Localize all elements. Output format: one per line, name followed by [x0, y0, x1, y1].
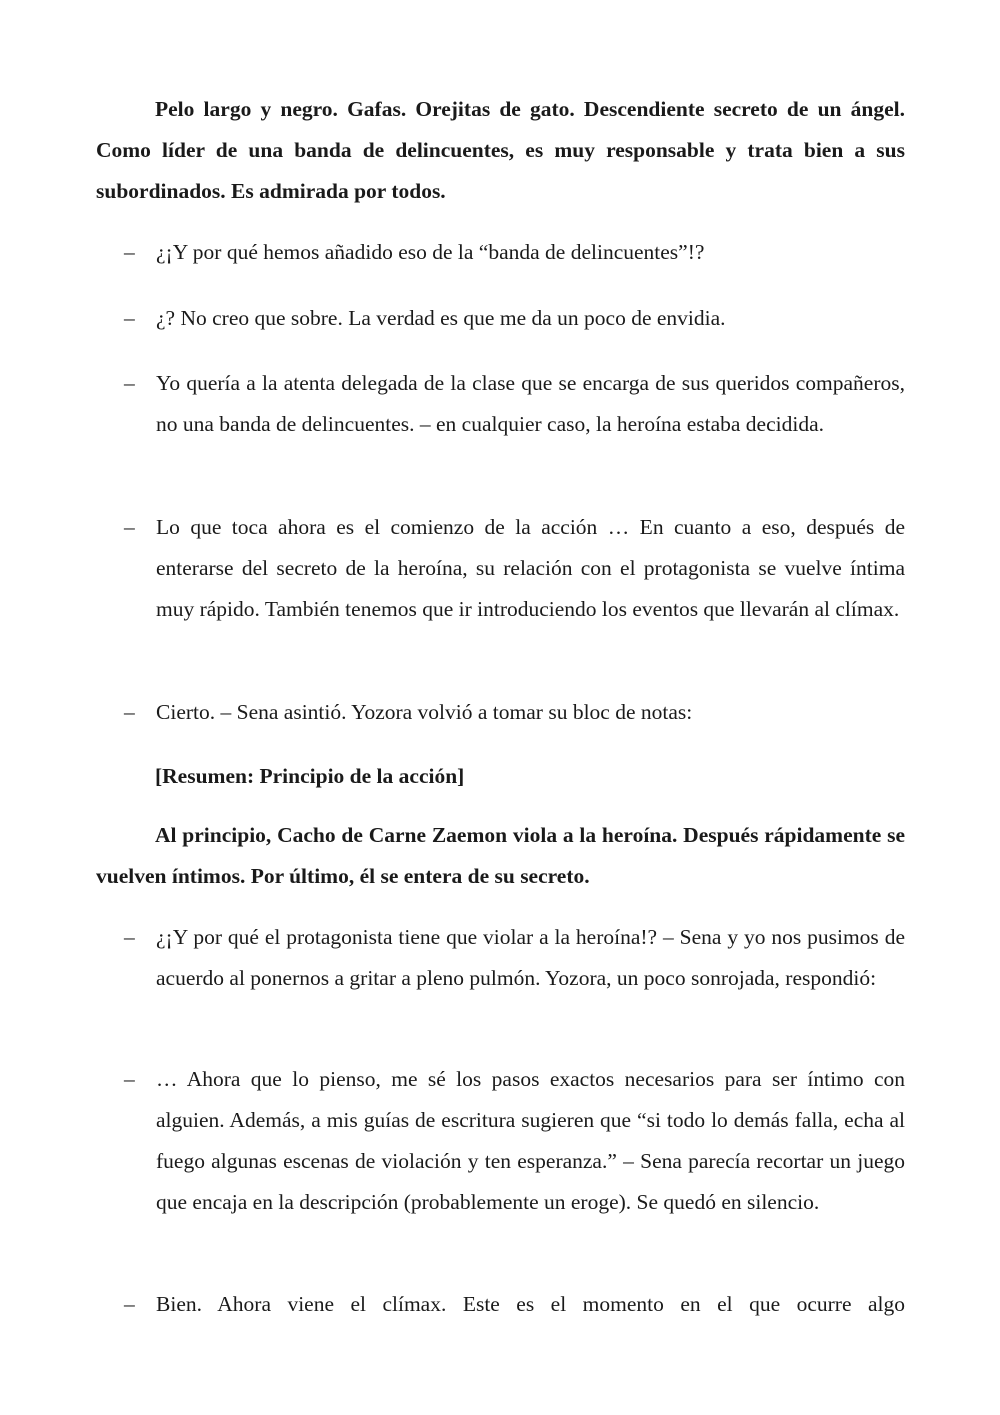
dialogue-text: Yo quería a la atenta delegada de la clase que se encarga de sus queridos compañeros, no una banda de delincuentes. – en cualquier caso, la heroína estaba decidida.	[156, 371, 905, 436]
dialogue-text: Lo que toca ahora es el comienzo de la acción … En cuanto a eso, después de enterarse del secreto de la heroína, su relación con el protagonista se vuelve íntima muy rápido. También tenemos que ir introduciendo los eventos que llevarán al clímax.	[156, 515, 905, 621]
dialogue-dash: –	[124, 1067, 135, 1091]
dialogue-line	[96, 1284, 905, 1325]
dialogue-text: ¿¡Y por qué el protagonista tiene que violar a la heroína!? – Sena y yo nos pusimos de acuerdo al ponernos a gritar a pleno pulmón. Yozora, un poco sonrojada, respondió:	[156, 925, 905, 990]
dialogue-line	[96, 298, 905, 339]
dialogue-text: … Ahora que lo pienso, me sé los pasos exactos necesarios para ser íntimo con alguien. Además, a mis guías de escritura sugieren que “si todo lo demás falla, echa al fuego algunas escenas de violación y ten esperanza.” – Sena parecía recortar un juego que encaja en la descripción (probablemente un eroge). Se quedó en silencio.	[156, 1067, 905, 1214]
dialogue-dash: –	[124, 515, 135, 539]
dialogue-dash: –	[124, 1292, 135, 1316]
dialogue-line	[96, 363, 905, 445]
dialogue-line	[96, 692, 905, 733]
dialogue-text: Cierto. – Sena asintió. Yozora volvió a tomar su bloc de notas:	[156, 700, 693, 724]
summary-paragraph-block	[96, 815, 905, 897]
dialogue-line	[96, 507, 905, 630]
description-paragraph: Pelo largo y negro. Gafas. Orejitas de gato. Descendiente secreto de un ángel. Como líder de una banda de delincuentes, es muy responsable y trata bien a sus subordinados. Es admirada por todos.	[96, 97, 905, 203]
dialogue-dash: –	[124, 240, 135, 264]
dialogue-dash: –	[124, 371, 135, 395]
dialogue-dash: –	[124, 925, 135, 949]
dialogue-text: ¿¡Y por qué hemos añadido eso de la “banda de delincuentes”!?	[156, 240, 705, 264]
summary-paragraph: Al principio, Cacho de Carne Zaemon viola a la heroína. Después rápidamente se vuelven íntimos. Por último, él se entera de su secreto.	[96, 823, 905, 888]
dialogue-line	[96, 232, 905, 273]
dialogue-dash: –	[124, 700, 135, 724]
dialogue-text: ¿? No creo que sobre. La verdad es que me da un poco de envidia.	[156, 306, 726, 330]
summary-heading: [Resumen: Principio de la acción]	[155, 764, 465, 788]
dialogue-dash: –	[124, 306, 135, 330]
dialogue-line	[96, 1059, 905, 1223]
description-paragraph-block	[96, 89, 905, 212]
summary-heading-block	[96, 756, 905, 797]
dialogue-line	[96, 917, 905, 999]
dialogue-text: Bien. Ahora viene el clímax. Este es el momento en el que ocurre algo	[156, 1292, 905, 1316]
